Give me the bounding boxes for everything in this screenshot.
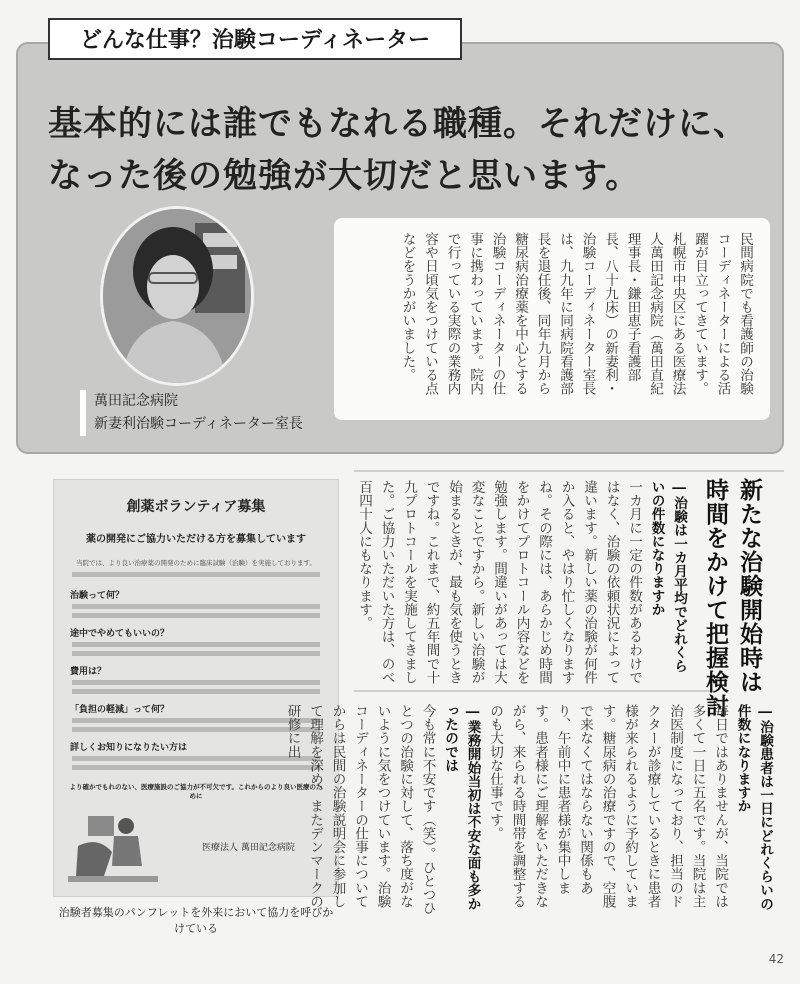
photo-caption [80,390,303,436]
pamphlet-section-3: 費用は？ [70,667,107,677]
illustration-icon [68,806,168,886]
subheading [698,478,766,718]
subheading-line-2: 時間をかけて把握検討 [702,478,729,718]
pamphlet-section-2: 途中でやめてもいいの？ [70,629,170,639]
pamphlet-section-4: 「負担の軽減」って何？ [70,705,170,715]
lower-article [284,704,776,916]
pamphlet-section-5: 詳しくお知りになりたい方は [70,743,188,753]
pamphlet-subtitle: 薬の開発にご協力いただける方を募集しています [86,534,306,545]
pamphlet-section-1: 治験って何？ [70,591,125,601]
pamphlet-title: 創薬ボランティア募集 [126,499,266,515]
headline-line-1: 基本的には誰でもなれる職種。それだけに、 [48,104,748,144]
question-early-anxiety: ―業務開始当初は不安な面も多かったのでは [442,704,481,911]
intro-box [334,218,770,420]
pamphlet-footer: 医療法人 萬田記念病院 [202,843,295,853]
pamphlet-notice: より確かでもれのない、医療施設のご協力が不可欠です。これからのより良い医療のために [69,783,323,800]
answer-daily-count: 毎日ではありませんが、当院では多くて一日に五名です。当院は主治医制度になっており、担当のドクターが診療しているときに患者様が来られるように予約しています。糖尿病の治療ですので、空腹で来なくてはならない関係もあり、午前中に患者様が集中します。患者様にご理解をいただきながら、来られる時間帯を調整するのも大切な仕事です。 [487,704,728,908]
upper-article [356,480,690,686]
pamphlet-intro: 当院では、より良い治療薬の開発のために臨床試験（治験）を実施しております。 [76,559,316,567]
headline-line-2: なった後の勉強が大切だと思います。 [48,156,641,196]
pamphlet-image [54,480,338,896]
pamphlet-caption: 治験者募集のパンフレットを外来において協力を呼びかけている [58,906,334,935]
question-monthly-count: ―治験は一カ月平均でどれくらいの件数になりますか [648,480,687,673]
subheading-line-1: 新たな治験開始時は [736,478,763,694]
intro-text: 民間病院でも看護師の治験コーディネーターによる活躍が目立ってきています。札幌市中央区にある医療法人萬田記念病院（萬田直紀理事長・鎌田恵子看護部長、八十九床）の新妻利・治験コーディネーター室長は、九九年に同病院看護部長を退任後、同年九月から糖尿病治療薬を中心とする治験コーディネーターの仕事に携わっています。院内で行っている実際の業務内容や日頃気をつけている点などをうかがいました。 [399,232,753,396]
page-number: 42 [768,952,784,966]
answer-early-anxiety: 今も常に不安です（笑）。ひとつひとつの治験に対して、落ち度がないように気をつけています。治験コーディネーターの仕事についてからは民間の治験説明会に参加して理解を深め、またデンマークの研修に出 [284,704,436,915]
question-daily-count: ―治験患者は一日にどれくらいの件数になりますか [734,704,773,911]
caption-title: 新妻利治験コーディネーター室長 [94,416,303,432]
caption-hospital: 萬田記念病院 [94,393,178,409]
section-tag: どんな仕事？治験コーディネーター [48,18,462,60]
answer-monthly-count: 一カ月に一定の件数があるわけではなく、治験の依頼状況によって違います。新しい薬の治験が何件か入ると、やはり忙しくなりますね。その際には、あらかじめ時間をかけてプロトコール内容などを勉強します。間違いがあっては大変なことですから。新しい治験が始まるときが、最も気を使うときですね。これまで、約五年間で十九プロトコールを実施してきました。ご協力いただいた方は、のべ百四十人にもなります。 [356,480,642,684]
portrait-photo [100,206,254,386]
portrait-icon [103,209,251,383]
